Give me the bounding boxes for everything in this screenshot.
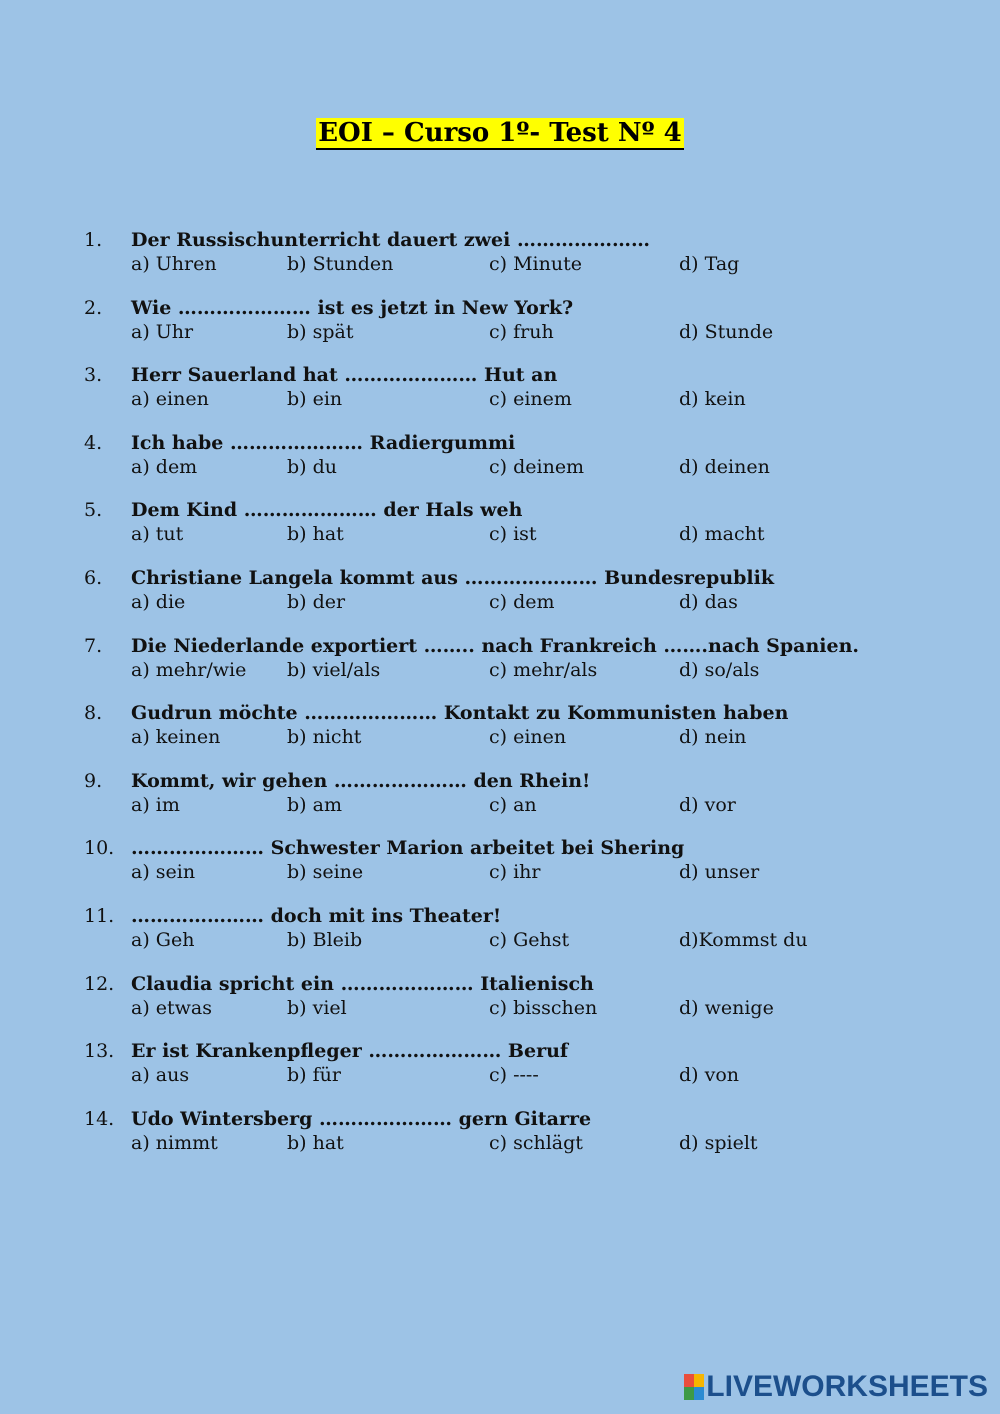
question-text: Kommt, wir gehen ………………… den Rhein!: [131, 769, 591, 792]
question-number: 5.: [84, 499, 103, 522]
option-a[interactable]: a) dem: [131, 455, 198, 478]
option-b[interactable]: b) für: [287, 1064, 341, 1087]
option-a[interactable]: a) nimmt: [131, 1131, 218, 1154]
question-item: [0, 363, 1000, 431]
question-number: 10.: [84, 837, 115, 860]
question-item: [0, 904, 1000, 972]
question-number: 13.: [84, 1040, 115, 1063]
page-title: EOI – Curso 1º- Test Nº 4: [318, 118, 682, 148]
option-c[interactable]: c) einem: [489, 388, 572, 411]
option-b[interactable]: b) nicht: [287, 726, 362, 749]
option-b[interactable]: b) Bleib: [287, 928, 363, 951]
option-d[interactable]: d) macht: [679, 523, 765, 546]
question-item: [0, 296, 1000, 364]
option-a[interactable]: a) Uhr: [131, 320, 194, 343]
question-text: Gudrun möchte ………………… Kontakt zu Kommunisten haben: [131, 702, 789, 725]
option-c[interactable]: c) fruh: [489, 320, 554, 343]
question-text: Dem Kind ………………… der Hals weh: [131, 499, 523, 522]
option-c[interactable]: c) einen: [489, 726, 567, 749]
question-number: 6.: [84, 566, 103, 589]
question-item: [0, 1039, 1000, 1107]
option-c[interactable]: c) bisschen: [489, 996, 598, 1019]
option-a[interactable]: a) Uhren: [131, 253, 217, 275]
option-c[interactable]: c) ----: [489, 1064, 539, 1087]
question-number: 1.: [84, 229, 103, 251]
option-c[interactable]: c) dem: [489, 590, 555, 613]
question-item: [0, 566, 1000, 634]
option-b[interactable]: b) viel: [287, 996, 347, 1019]
question-list: [0, 228, 1000, 1174]
question-number: 9.: [84, 769, 103, 792]
option-d[interactable]: d) das: [679, 590, 738, 613]
question-item: [0, 498, 1000, 566]
option-d[interactable]: d) wenige: [679, 996, 774, 1019]
option-c[interactable]: c) Gehst: [489, 928, 570, 951]
option-b[interactable]: b) der: [287, 590, 346, 613]
question-text: Die Niederlande exportiert …….. nach Frankreich …….nach Spanien.: [131, 634, 859, 657]
logo-mark-icon: [684, 1374, 704, 1400]
option-d[interactable]: d) Tag: [679, 253, 740, 275]
option-c[interactable]: c) ihr: [489, 861, 541, 884]
option-a[interactable]: a) mehr/wie: [131, 658, 247, 681]
option-c[interactable]: c) an: [489, 793, 537, 816]
question-text: Wie ………………… ist es jetzt in New York?: [131, 296, 574, 319]
question-number: 11.: [84, 904, 115, 927]
question-item: [0, 836, 1000, 904]
option-c[interactable]: c) deinem: [489, 455, 585, 478]
option-a[interactable]: a) die: [131, 590, 186, 613]
option-d[interactable]: d) kein: [679, 388, 746, 411]
option-d[interactable]: d) von: [679, 1064, 740, 1087]
question-number: 14.: [84, 1107, 115, 1130]
option-a[interactable]: a) im: [131, 793, 180, 816]
question-text: ………………… doch mit ins Theater!: [131, 904, 502, 927]
option-a[interactable]: a) aus: [131, 1064, 190, 1087]
option-d[interactable]: d)Kommst du: [679, 928, 808, 951]
option-d[interactable]: d) Stunde: [679, 320, 774, 343]
option-d[interactable]: d) so/als: [679, 658, 760, 681]
question-number: 8.: [84, 702, 103, 725]
option-d[interactable]: d) nein: [679, 726, 747, 749]
option-b[interactable]: b) Stunden: [287, 253, 394, 275]
question-item: [0, 634, 1000, 702]
option-d[interactable]: d) spielt: [679, 1131, 758, 1154]
question-text: Christiane Langela kommt aus ………………… Bundesrepublik: [131, 566, 775, 589]
question-item: [0, 972, 1000, 1040]
option-d[interactable]: d) unser: [679, 861, 760, 884]
option-b[interactable]: b) am: [287, 793, 342, 816]
option-b[interactable]: b) du: [287, 455, 338, 478]
option-d[interactable]: d) vor: [679, 793, 736, 816]
option-b[interactable]: b) viel/als: [287, 658, 381, 681]
option-b[interactable]: b) hat: [287, 1131, 344, 1154]
option-a[interactable]: a) etwas: [131, 996, 213, 1019]
option-a[interactable]: a) keinen: [131, 726, 221, 749]
question-number: 4.: [84, 431, 103, 454]
question-item: [0, 701, 1000, 769]
option-b[interactable]: b) hat: [287, 523, 344, 546]
option-d[interactable]: d) deinen: [679, 455, 770, 478]
liveworksheets-logo: [684, 1370, 988, 1404]
question-item: [0, 228, 1000, 296]
option-c[interactable]: c) mehr/als: [489, 658, 598, 681]
option-c[interactable]: c) ist: [489, 523, 537, 546]
title-container: [0, 118, 1000, 150]
option-c[interactable]: c) schlägt: [489, 1131, 583, 1154]
question-text: Ich habe ………………… Radiergummi: [131, 431, 516, 454]
question-text: Herr Sauerland hat ………………… Hut an: [131, 364, 558, 387]
option-a[interactable]: a) tut: [131, 523, 184, 546]
option-a[interactable]: a) sein: [131, 861, 196, 884]
option-a[interactable]: a) Geh: [131, 928, 195, 951]
question-item: [0, 431, 1000, 499]
question-item: [0, 769, 1000, 837]
option-c[interactable]: c) Minute: [489, 253, 582, 275]
option-a[interactable]: a) einen: [131, 388, 209, 411]
question-number: 2.: [84, 296, 103, 319]
question-text: Der Russischunterricht dauert zwei …………………: [131, 229, 650, 251]
question-number: 3.: [84, 364, 103, 387]
option-b[interactable]: b) spät: [287, 320, 354, 343]
question-text: ………………… Schwester Marion arbeitet bei Shering: [131, 837, 685, 860]
question-number: 7.: [84, 634, 103, 657]
option-b[interactable]: b) ein: [287, 388, 343, 411]
question-number: 12.: [84, 972, 115, 995]
logo-text: LIVEWORKSHEETS: [706, 1370, 988, 1403]
question-text: Claudia spricht ein ………………… Italienisch: [131, 972, 594, 995]
question-item: [0, 1107, 1000, 1175]
question-text: Udo Wintersberg ………………… gern Gitarre: [131, 1107, 592, 1130]
question-text: Er ist Krankenpfleger ………………… Beruf: [131, 1040, 569, 1063]
option-b[interactable]: b) seine: [287, 861, 364, 884]
